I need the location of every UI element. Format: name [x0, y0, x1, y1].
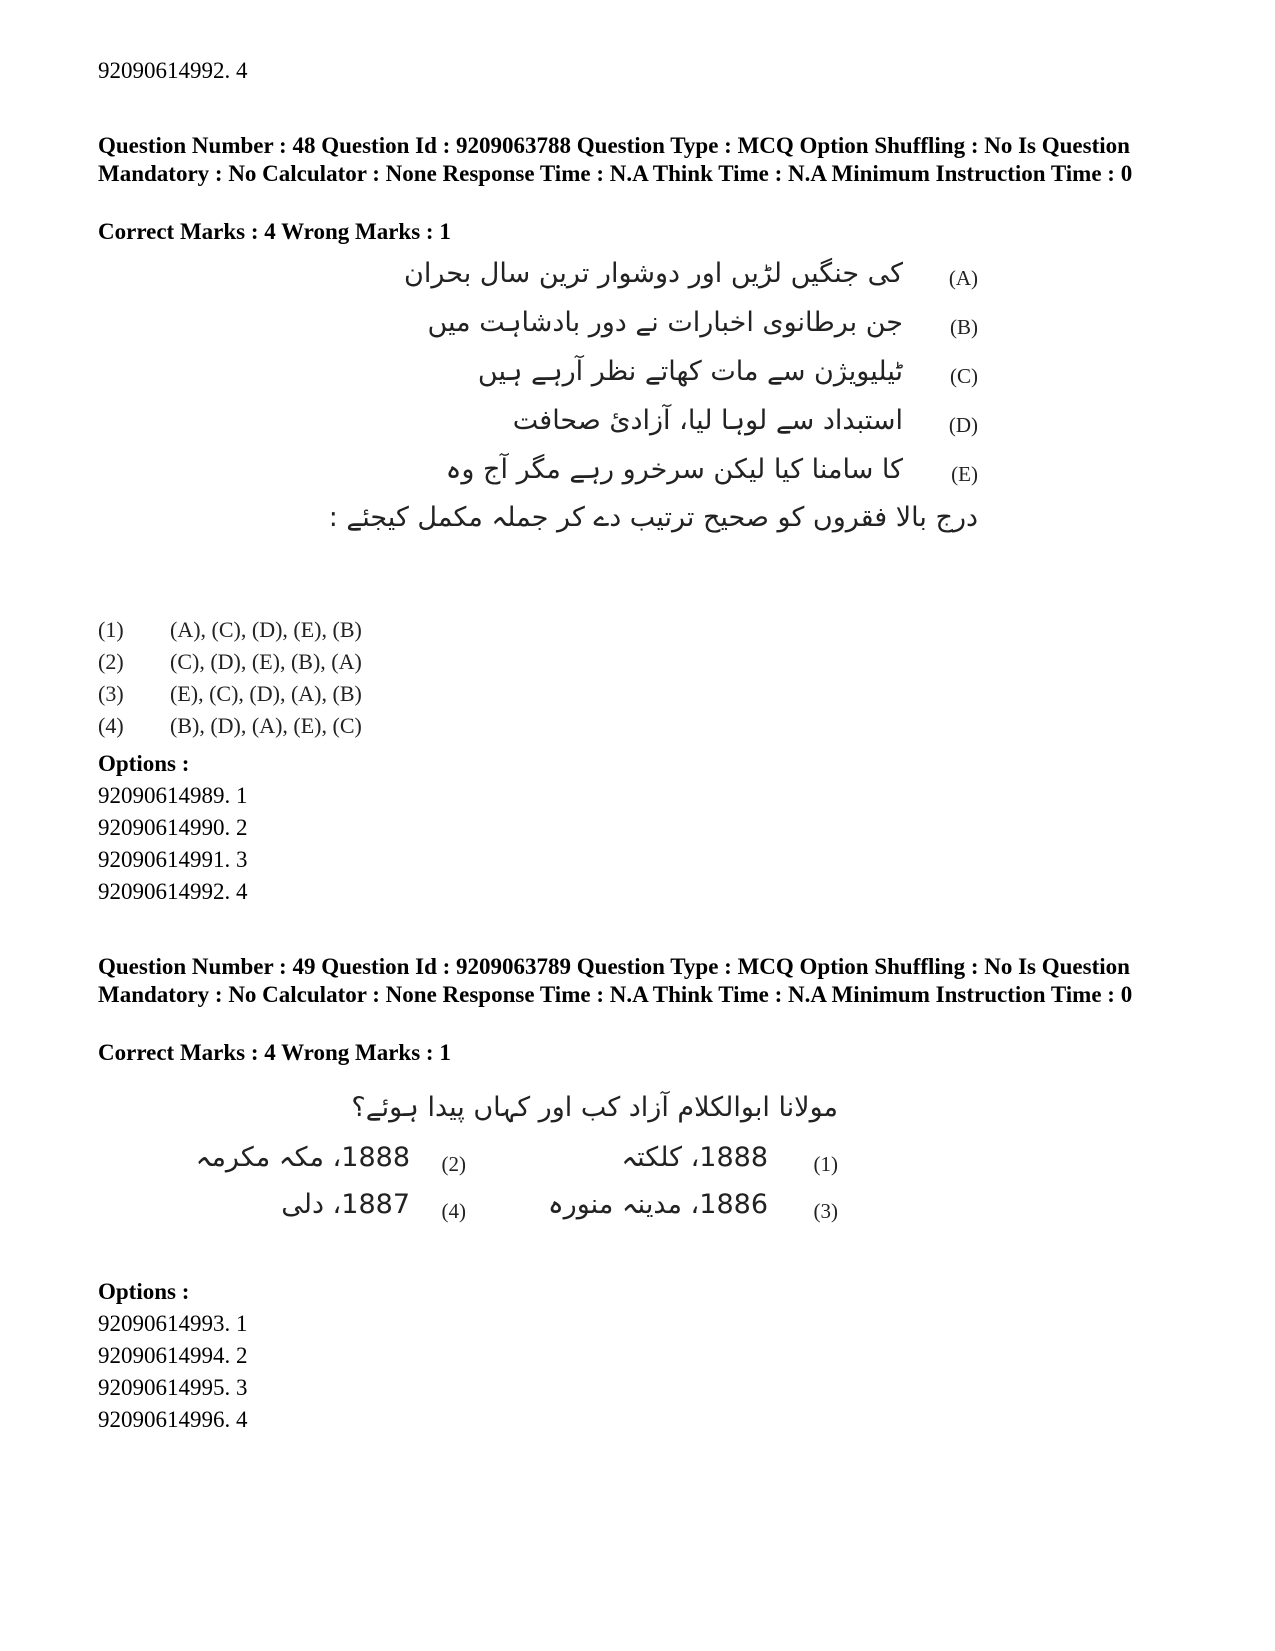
q49-question: مولانا ابوالکلام آزاد کب اور کہاں پیدا ہوئے؟ [351, 1092, 838, 1123]
choice-text: 1888، مکہ مکرمہ [195, 1142, 410, 1173]
choice-text: 1886، مدینہ منورہ [547, 1189, 768, 1220]
q49-option-2: 92090614994. 2 [98, 1343, 248, 1368]
choice-num: (4) [98, 713, 124, 738]
choice-num: (3) [98, 681, 124, 706]
q48-choices [98, 617, 498, 747]
choice-num: (3) [813, 1199, 838, 1223]
q49-urdu-block [98, 1092, 838, 1237]
choice-num: (4) [441, 1199, 466, 1223]
q49-option-1: 92090614993. 1 [98, 1311, 248, 1336]
statement-text: کا سامنا کیا لیکن سرخرو رہے مگر آج وہ [445, 454, 903, 485]
q48-option-1: 92090614989. 1 [98, 783, 248, 808]
q49-option-3: 92090614995. 3 [98, 1375, 248, 1400]
choice-text: (A), (C), (D), (E), (B) [170, 617, 362, 642]
option-line: 92090614992. 4 [98, 58, 248, 83]
q48-urdu-block [98, 256, 998, 546]
choice-text: (C), (D), (E), (B), (A) [170, 649, 362, 674]
q48-meta: Question Number : 48 Question Id : 9209063788 Question Type : MCQ Option Shuffling : No Is Question Mandatory : No Calculator : None Response Time : N.A Think Time : N.A Minimum Instruction Time : 0 [98, 133, 1133, 186]
statement-text: جن برطانوی اخبارات نے دور بادشاہت میں [427, 307, 903, 338]
statement-label: (B) [950, 315, 978, 339]
statement-label: (E) [951, 462, 978, 486]
q49-option-4: 92090614996. 4 [98, 1407, 248, 1432]
statement-text: کی جنگیں لڑیں اور دوشوار ترین سال بحران [404, 258, 903, 289]
q48-option-3: 92090614991. 3 [98, 847, 248, 872]
q48-instruction: درج بالا فقروں کو صحیح ترتیب دے کر جملہ مکمل کیجئے : [328, 502, 978, 533]
choice-num: (1) [98, 617, 124, 642]
q49-options-heading: Options : [98, 1279, 190, 1304]
choice-text: (B), (D), (A), (E), (C) [170, 713, 362, 738]
statement-text: ٹیلیویژن سے مات کھاتے نظر آرہے ہیں [477, 356, 903, 387]
q48-option-2: 92090614990. 2 [98, 815, 248, 840]
statement-label: (C) [950, 364, 978, 388]
choice-text: 1888، کلکتہ [621, 1142, 768, 1173]
q48-options-heading: Options : [98, 751, 190, 776]
statement-label: (D) [948, 413, 978, 437]
q49-meta: Question Number : 49 Question Id : 9209063789 Question Type : MCQ Option Shuffling : No Is Question Mandatory : No Calculator : None Response Time : N.A Think Time : N.A Minimum Instruction Time : 0 [98, 954, 1133, 1007]
choice-num: (2) [441, 1152, 466, 1176]
statement-text: استبداد سے لوہا لیا، آزادئ صحافت [512, 405, 903, 436]
choice-num: (1) [813, 1152, 838, 1176]
q48-marks: Correct Marks : 4 Wrong Marks : 1 [98, 219, 451, 244]
q49-marks: Correct Marks : 4 Wrong Marks : 1 [98, 1040, 451, 1065]
choice-text: 1887، دلی [281, 1189, 410, 1220]
q48-option-4: 92090614992. 4 [98, 879, 248, 904]
choice-num: (2) [98, 649, 124, 674]
choice-text: (E), (C), (D), (A), (B) [170, 681, 362, 706]
statement-label: (A) [948, 266, 978, 290]
